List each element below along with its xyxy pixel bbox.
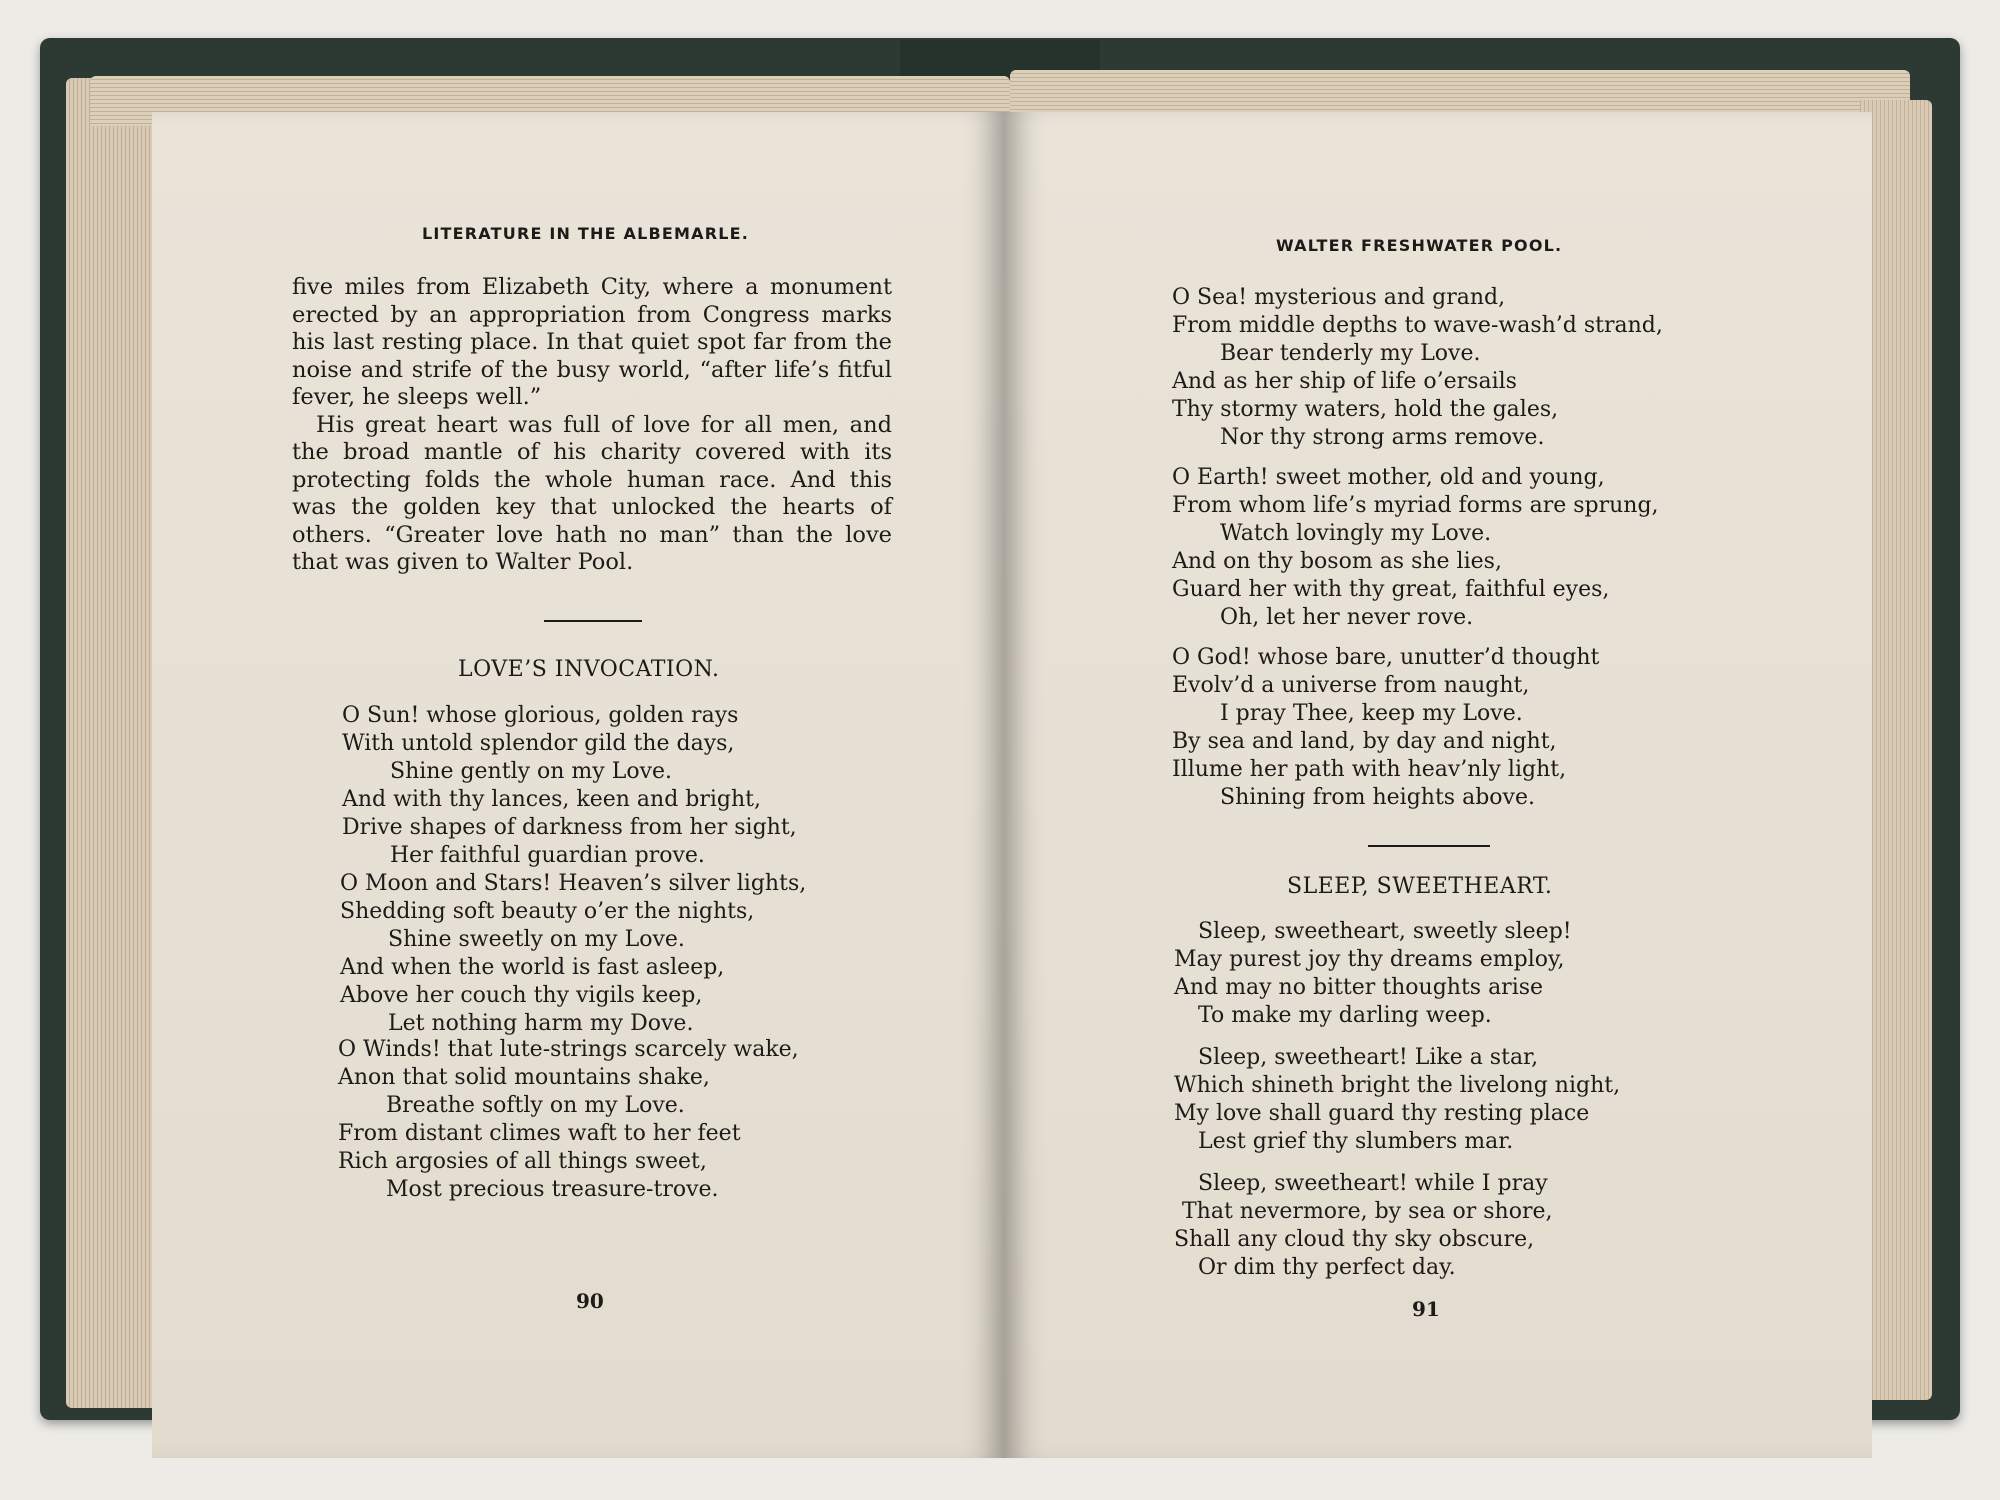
poem-line: Most precious treasure-trove. — [386, 1177, 719, 1202]
poem-line: Drive shapes of darkness from her sight, — [342, 815, 797, 840]
stanza — [1174, 1044, 1620, 1156]
poem-title: SLEEP, SWEETHEART. — [1287, 874, 1553, 899]
poem-line: To make my darling weep. — [1198, 1003, 1492, 1028]
poem-line: And when the world is fast asleep, — [340, 955, 725, 980]
stanza — [338, 1036, 799, 1204]
poem-line: Her faithful guardian prove. — [390, 843, 705, 868]
poem-line: O Sun! whose glorious, golden rays — [342, 703, 739, 728]
poem-line: Which shineth bright the livelong night, — [1174, 1073, 1621, 1098]
poem-line: O Winds! that lute-strings scarcely wake, — [338, 1037, 799, 1062]
paragraph: five miles from Elizabeth City, where a monument erected by an appropriation from Congress marks his last resting place. In that quiet spot far from the noise and strife of the busy world, “after life’s fitful fever, he sleeps well.” — [292, 274, 892, 410]
stanza — [1174, 918, 1572, 1030]
poem-line: Nor thy strong arms remove. — [1220, 425, 1545, 450]
poem-line: From distant climes waft to her feet — [338, 1121, 741, 1146]
page-edges-left — [66, 78, 162, 1408]
poem-line: Shedding soft beauty o’er the nights, — [340, 899, 755, 924]
right-page — [1004, 112, 1872, 1458]
poem-line: Shall any cloud thy sky obscure, — [1174, 1227, 1535, 1252]
poem-line: Sleep, sweetheart! Like a star, — [1198, 1045, 1539, 1070]
poem-line: And as her ship of life o’ersails — [1172, 369, 1517, 394]
poem-line: By sea and land, by day and night, — [1172, 729, 1557, 754]
poem-line: Thy stormy waters, hold the gales, — [1172, 397, 1559, 422]
poem-line: And may no bitter thoughts arise — [1174, 975, 1544, 1000]
poem-line: That nevermore, by sea or shore, — [1182, 1199, 1553, 1224]
poem-line: O Earth! sweet mother, old and young, — [1172, 465, 1605, 490]
paragraph: His great heart was full of love for all men, and the broad mantle of his charity covered with its protecting folds the whole human race. And this was the golden key that unlocked the hearts of others. “Greater love hath no man” than the love that was given to Walter Pool. — [292, 411, 892, 575]
poem-line: From whom life’s myriad forms are sprung, — [1172, 493, 1659, 518]
poem-line: I pray Thee, keep my Love. — [1220, 701, 1523, 726]
running-head: LITERATURE IN THE ALBEMARLE. — [422, 224, 750, 243]
poem-line: Bear tenderly my Love. — [1220, 341, 1481, 366]
poem-line: O God! whose bare, unutter’d thought — [1172, 645, 1600, 670]
poem-line: Evolv’d a universe from naught, — [1172, 673, 1530, 698]
poem-line: Watch lovingly my Love. — [1220, 521, 1492, 546]
poem-line: Oh, let her never rove. — [1220, 605, 1474, 630]
poem-line: My love shall guard thy resting place — [1174, 1101, 1590, 1126]
poem-title: LOVE’S INVOCATION. — [458, 657, 720, 682]
stanza — [340, 870, 806, 1038]
poem-line: O Sea! mysterious and grand, — [1172, 285, 1506, 310]
stanza — [1172, 464, 1659, 632]
section-divider — [544, 620, 642, 622]
poem-line: Sleep, sweetheart! while I pray — [1198, 1171, 1548, 1196]
poem-line: Let nothing harm my Dove. — [388, 1011, 694, 1036]
poem-line: Shine gently on my Love. — [390, 759, 673, 784]
stanza — [1172, 284, 1663, 452]
poem-line: With untold splendor gild the days, — [342, 731, 735, 756]
stanza — [1174, 1170, 1553, 1282]
poem-line: And with thy lances, keen and bright, — [342, 787, 761, 812]
poem-line: Shine sweetly on my Love. — [388, 927, 685, 952]
poem-line: Breathe softly on my Love. — [386, 1093, 685, 1118]
prose-block — [292, 274, 892, 577]
poem-line: Guard her with thy great, faithful eyes, — [1172, 577, 1610, 602]
page-number: 91 — [1412, 1297, 1440, 1321]
poem-line: And on thy bosom as she lies, — [1172, 549, 1502, 574]
stanza — [1172, 644, 1599, 812]
poem-line: May purest joy thy dreams employ, — [1174, 947, 1565, 972]
poem-line: Above her couch thy vigils keep, — [340, 983, 703, 1008]
stanza — [342, 702, 797, 870]
poem-line: Or dim thy perfect day. — [1198, 1255, 1456, 1280]
poem-line: Shining from heights above. — [1220, 785, 1535, 810]
section-divider — [1368, 845, 1490, 847]
running-head: WALTER FRESHWATER POOL. — [1276, 236, 1563, 255]
poem-line: From middle depths to wave-wash’d strand, — [1172, 313, 1663, 338]
poem-line: Illume her path with heav’nly light, — [1172, 757, 1567, 782]
poem-line: O Moon and Stars! Heaven’s silver lights, — [340, 871, 807, 896]
poem-line: Anon that solid mountains shake, — [338, 1065, 710, 1090]
page-number: 90 — [576, 1289, 604, 1313]
poem-line: Lest grief thy slumbers mar. — [1198, 1129, 1514, 1154]
poem-line: Rich argosies of all things sweet, — [338, 1149, 707, 1174]
poem-line: Sleep, sweetheart, sweetly sleep! — [1198, 919, 1572, 944]
left-page — [152, 112, 1004, 1458]
